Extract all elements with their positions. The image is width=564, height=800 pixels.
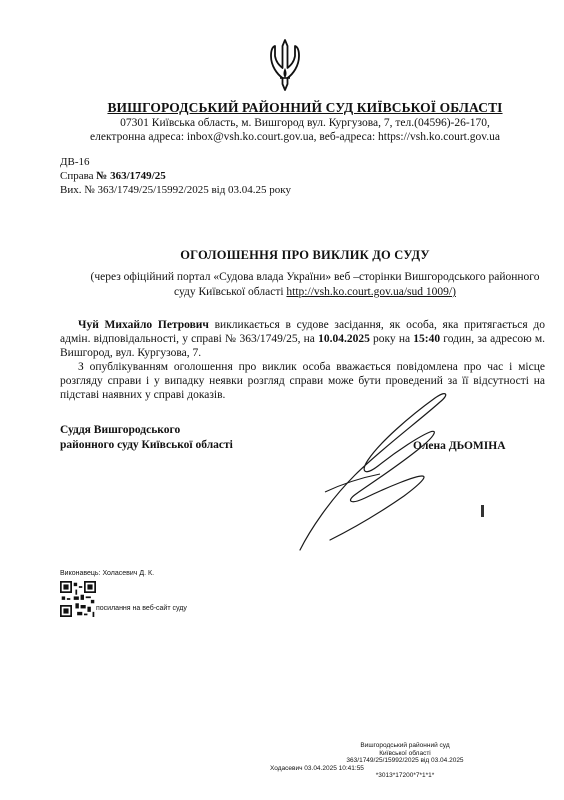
stamp-line-2: Київської області [379,749,431,757]
stamp-line-5: *3013*17200*7*1*1* [375,772,435,779]
outgoing-number: Вих. № 363/1749/25/15992/2025 від 03.04.25 року [60,184,291,196]
person-name: Чуй Михайло Петрович [78,319,209,331]
stamp-line-4: Ходасевич 03.04.2025 10:41:55 [270,764,364,772]
qr-code-icon[interactable] [60,581,96,617]
stamp-line-1: Вишгородський районний суд [360,742,450,749]
summons-paragraph [60,318,545,360]
portal-note-text: (через офіційний портал «Судова влада України» веб –сторінки Вишгородського районного суду Київської області [90,271,540,298]
case-number: № 363/1749/25 [96,170,166,182]
hearing-date: 10.04.2025 [318,333,370,345]
judge-name: Олена ДЬОМІНА [413,440,506,452]
case-line [60,169,166,183]
summons-text-part-2: року на [369,333,414,345]
qr-caption: посилання на веб-сайт суду [96,605,187,612]
stamp-line-3: 363/1749/25/15992/2025 від 03.04.2025 [346,757,464,764]
judge-title-line-1: Суддя Вишгородського [60,424,181,436]
document-code: ДВ-16 [60,156,90,168]
court-name: ВИШГОРОДСЬКИЙ РАЙОННИЙ СУД КИЇВСЬКОЇ ОБЛАСТІ [107,100,503,115]
handwritten-signature [270,380,480,560]
pen-mark [481,505,484,517]
judge-title-line-2: районного суду Київської області [60,439,233,451]
court-address: 07301 Київська область, м. Вишгород вул. Кургузова, 7, тел.(04596)-26-170, [120,117,490,129]
judge-title [60,423,233,453]
hearing-time: 15:40 [413,333,441,345]
court-website-link[interactable]: http://vsh.ko.court.gov.ua/sud 1009/) [286,286,456,298]
notice-title: ОГОЛОШЕННЯ ПРО ВИКЛИК ДО СУДУ [180,248,430,262]
case-label: Справа [60,170,97,182]
court-contacts: електронна адреса: inbox@vsh.ko.court.gov.ua, веб-адреса: https://vsh.ko.court.gov.ua [90,131,500,143]
executor-line: Виконавець: Холасевич Д. К. [60,570,155,577]
coat-of-arms-icon [268,38,302,92]
summons-text-part-3: годин, за адресою м. Вишгород, вул. Кургузова, 7. [60,333,545,359]
portal-note [80,270,550,300]
consequence-paragraph: З опублікуванням оголошення про виклик особа вважається повідомлена про час і місце розгляду справи і у випадку неявки розгляд справи може бути проведений за її відсутності на підставі наявних у справі доказів. [60,361,545,401]
electronic-stamp [270,742,540,780]
summons-text-part-1: викликається в судове засідання, як особа, яка притягається до адмін. відповідальності, у справі № 363/1749/25, на [60,319,545,345]
